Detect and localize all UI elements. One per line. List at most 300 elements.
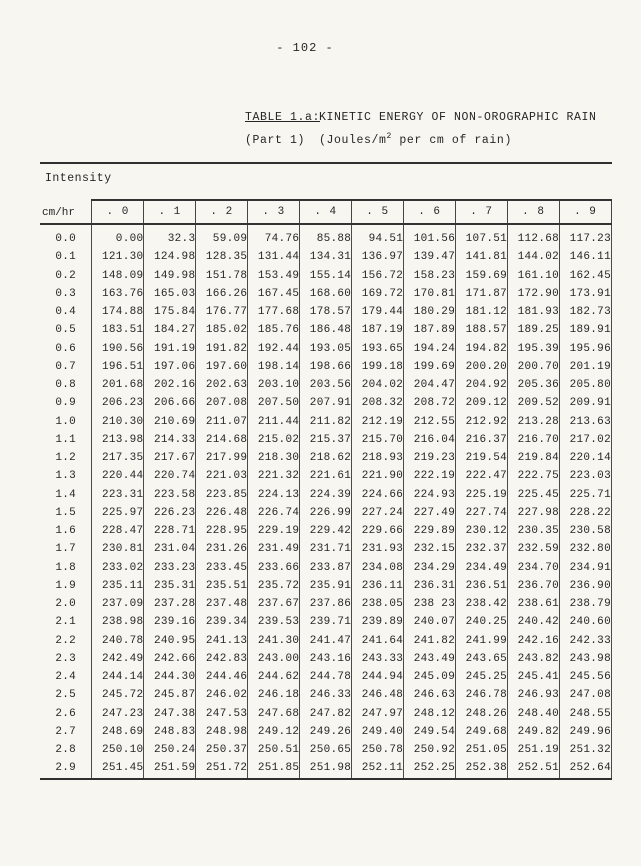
table-cell: 227.24 [352,504,404,522]
table-cell: 245.72 [92,686,144,704]
table-cell: 242.66 [144,650,196,668]
table-cell: 226.74 [248,504,300,522]
table-cell: 128.35 [196,248,248,266]
table-cell: 230.81 [92,540,144,558]
row-label: 0.7 [55,360,77,373]
table-cell: 146.11 [560,248,612,266]
table-cell: 204.92 [456,376,508,394]
table-cell: 249.96 [560,723,612,741]
table-cell: 182.73 [560,303,612,321]
table-cell: 201.19 [560,358,612,376]
table-row [40,540,612,558]
table-cell: 231.04 [144,540,196,558]
table-cell: 248.98 [196,723,248,741]
table-cell: 225.19 [456,486,508,504]
table-cell: 221.32 [248,467,300,485]
table-cell: 238.79 [560,595,612,613]
row-label: 2.3 [55,652,77,665]
table-cell: 124.98 [144,248,196,266]
table-cell: 232.80 [560,540,612,558]
table-row [40,358,612,376]
table-cell: 250.24 [144,741,196,759]
table-cell: 162.45 [560,267,612,285]
table-cell: 234.91 [560,559,612,577]
table-cell: 200.20 [456,358,508,376]
table-cell: 249.54 [404,723,456,741]
table-cell: 243.98 [560,650,612,668]
table-cell: 249.26 [300,723,352,741]
table-cell: 177.68 [248,303,300,321]
units-suffix: per cm of rain) [391,134,512,147]
row-label: 2.5 [55,689,77,702]
table-cell: 235.11 [92,577,144,595]
table-cell: 169.72 [352,285,404,303]
table-cell: 247.68 [248,705,300,723]
table-cell: 250.37 [196,741,248,759]
table-cell: 239.16 [144,613,196,631]
table-cell: 251.19 [508,741,560,759]
table-cell: 237.67 [248,595,300,613]
table-cell: 241.82 [404,632,456,650]
table-row [40,668,612,686]
table-cell: 251.05 [456,741,508,759]
table-cell: 207.91 [300,394,352,412]
table-cell: 252.64 [560,759,612,778]
table-cell: 237.86 [300,595,352,613]
table-cell: 222.75 [508,467,560,485]
table-cell: 242.83 [196,650,248,668]
table-cell: 211.44 [248,413,300,431]
table-row [40,741,612,759]
table-cell: 217.67 [144,449,196,467]
table-cell: 239.89 [352,613,404,631]
table-cell: 107.51 [456,224,508,248]
table-cell: 183.51 [92,321,144,339]
table-row [40,267,612,285]
table-cell: 219.54 [456,449,508,467]
table-cell: 235.72 [248,577,300,595]
table-cell: 231.71 [300,540,352,558]
column-header: . 3 [248,200,300,224]
table-cell: 243.16 [300,650,352,668]
table-cell: 250.92 [404,741,456,759]
intensity-label: Intensity [45,172,112,185]
table-cell: 189.25 [508,321,560,339]
table-cell: 221.90 [352,467,404,485]
table-body [40,224,612,779]
table-cell: 240.78 [92,632,144,650]
column-header: . 1 [144,200,196,224]
table-cell: 201.68 [92,376,144,394]
row-label: 1.6 [55,525,77,537]
table-cell: 238.42 [456,595,508,613]
table-row [40,285,612,303]
table-cell: 218.30 [248,449,300,467]
table-part-label: (Part 1) [245,134,306,147]
table-cell: 197.06 [144,358,196,376]
table-cell: 228.47 [92,522,144,540]
table-cell: 233.23 [144,559,196,577]
table-cell: 252.11 [352,759,404,778]
table-cell: 223.03 [560,467,612,485]
table-cell: 241.47 [300,632,352,650]
table-row [40,632,612,650]
table-cell: 202.16 [144,376,196,394]
table-cell: 231.49 [248,540,300,558]
table-cell: 194.82 [456,340,508,358]
table-cell: 222.19 [404,467,456,485]
table-cell: 74.76 [248,224,300,248]
table-cell: 231.26 [196,540,248,558]
table-cell: 156.72 [352,267,404,285]
table-cell: 248.83 [144,723,196,741]
table-cell: 245.09 [404,668,456,686]
row-label: 2.2 [55,634,77,647]
table-cell: 199.69 [404,358,456,376]
header-row [40,200,612,224]
table-row [40,650,612,668]
row-label: 1.5 [55,506,77,519]
table-cell: 219.23 [404,449,456,467]
table-cell: 243.33 [352,650,404,668]
table-cell: 230.58 [560,522,612,540]
row-label: 1.9 [55,579,77,592]
table-cell: 168.60 [300,285,352,303]
table-cell: 210.69 [144,413,196,431]
table-cell: 241.30 [248,632,300,650]
column-header: . 7 [456,200,508,224]
table-cell: 144.02 [508,248,560,266]
table-cell: 244.78 [300,668,352,686]
units-prefix: (Joules/m [319,134,387,147]
table-row [40,559,612,577]
unit-header: cm/hr [40,200,92,224]
table-heading: KINETIC ENERGY OF NON-OROGRAPHIC RAIN [319,111,597,124]
table-cell: 219.84 [508,449,560,467]
table-row [40,467,612,485]
table-cell: 246.78 [456,686,508,704]
table-cell: 237.09 [92,595,144,613]
table-cell: 242.49 [92,650,144,668]
table-cell: 187.19 [352,321,404,339]
table-cell: 218.93 [352,449,404,467]
table-cell: 236.51 [456,577,508,595]
table-cell: 175.84 [144,303,196,321]
table-cell: 250.78 [352,741,404,759]
table-cell: 236.11 [352,577,404,595]
table-cell: 251.85 [248,759,300,778]
table-cell: 193.65 [352,340,404,358]
table-cell: 215.37 [300,431,352,449]
title-line-2 [245,129,597,152]
table-row [40,321,612,339]
table-cell: 239.71 [300,613,352,631]
table-cell: 232.37 [456,540,508,558]
table-cell: 202.63 [196,376,248,394]
table-header [40,200,612,224]
table-cell: 243.65 [456,650,508,668]
table-cell: 198.66 [300,358,352,376]
table-row [40,340,612,358]
table-cell: 237.48 [196,595,248,613]
table-cell: 187.89 [404,321,456,339]
table-cell: 221.61 [300,467,352,485]
table-row [40,759,612,778]
table-cell: 194.24 [404,340,456,358]
table-cell: 220.14 [560,449,612,467]
table-cell: 59.09 [196,224,248,248]
table-cell: 240.42 [508,613,560,631]
table-cell: 247.53 [196,705,248,723]
table-cell: 217.35 [92,449,144,467]
table-cell: 229.19 [248,522,300,540]
table-cell: 172.90 [508,285,560,303]
table-label: TABLE 1.a: [245,111,321,124]
table-cell: 220.74 [144,467,196,485]
table-cell: 244.14 [92,668,144,686]
table-cell: 249.82 [508,723,560,741]
table-cell: 131.44 [248,248,300,266]
table-cell: 179.44 [352,303,404,321]
column-header: . 5 [352,200,404,224]
table-cell: 195.39 [508,340,560,358]
row-label: 0.9 [55,397,77,410]
table-cell: 238.05 [352,595,404,613]
table-cell: 181.12 [456,303,508,321]
table-units-label [319,129,512,152]
table-cell: 244.94 [352,668,404,686]
table-cell: 232.59 [508,540,560,558]
table-cell: 205.80 [560,376,612,394]
table-cell: 250.65 [300,741,352,759]
table-cell: 229.89 [404,522,456,540]
table-cell: 185.76 [248,321,300,339]
table-cell: 176.77 [196,303,248,321]
table-cell: 247.97 [352,705,404,723]
row-label: 1.2 [55,452,77,464]
row-label: 1.7 [55,543,77,556]
table-cell: 165.03 [144,285,196,303]
row-label: 2.0 [55,598,77,610]
table-cell: 248.55 [560,705,612,723]
table-cell: 248.26 [456,705,508,723]
table-cell: 225.97 [92,504,144,522]
table-row [40,486,612,504]
table-cell: 197.60 [196,358,248,376]
row-label: 1.1 [55,433,77,446]
table-cell: 223.85 [196,486,248,504]
table-cell: 251.32 [560,741,612,759]
table-cell: 209.91 [560,394,612,412]
table-cell: 252.25 [404,759,456,778]
table-cell: 178.57 [300,303,352,321]
table-cell: 228.22 [560,504,612,522]
table-row [40,413,612,431]
table-cell: 229.66 [352,522,404,540]
table-cell: 149.98 [144,267,196,285]
table-cell: 248.40 [508,705,560,723]
table-cell: 236.31 [404,577,456,595]
table-cell: 240.60 [560,613,612,631]
table-row [40,613,612,631]
column-header: . 0 [92,200,144,224]
row-label: 0.2 [55,269,77,282]
table-cell: 243.00 [248,650,300,668]
table-row [40,723,612,741]
table-cell: 251.59 [144,759,196,778]
title-line-1 [245,106,597,129]
table-cell: 227.74 [456,504,508,522]
table-cell: 231.93 [352,540,404,558]
row-label: 0.1 [55,251,77,264]
table-cell: 216.37 [456,431,508,449]
table-cell: 235.31 [144,577,196,595]
table-cell: 240.25 [456,613,508,631]
table-cell: 245.87 [144,686,196,704]
table-cell: 246.48 [352,686,404,704]
table-cell: 230.35 [508,522,560,540]
table-cell: 221.03 [196,467,248,485]
table-cell: 243.49 [404,650,456,668]
row-label: 1.4 [55,488,77,501]
table-cell: 252.38 [456,759,508,778]
table-cell: 208.32 [352,394,404,412]
table-cell: 250.10 [92,741,144,759]
table-cell: 242.33 [560,632,612,650]
table-cell: 223.31 [92,486,144,504]
table-cell: 205.36 [508,376,560,394]
table-cell: 236.90 [560,577,612,595]
table-cell: 239.34 [196,613,248,631]
table-cell: 249.40 [352,723,404,741]
table-cell: 196.51 [92,358,144,376]
row-label: 1.3 [55,470,77,483]
table-cell: 248.12 [404,705,456,723]
table-cell: 222.47 [456,467,508,485]
table-cell: 247.38 [144,705,196,723]
table-cell: 173.91 [560,285,612,303]
table-cell: 94.51 [352,224,404,248]
table-cell: 203.10 [248,376,300,394]
row-label: 0.3 [55,287,77,300]
table-cell: 232.15 [404,540,456,558]
table-cell: 246.02 [196,686,248,704]
table-cell: 217.02 [560,431,612,449]
table-cell: 241.13 [196,632,248,650]
table-cell: 121.30 [92,248,144,266]
table-cell: 209.52 [508,394,560,412]
row-label: 2.7 [55,725,77,738]
table-row [40,449,612,467]
table-cell: 155.14 [300,267,352,285]
table-cell: 171.87 [456,285,508,303]
table-cell: 246.93 [508,686,560,704]
table-cell: 200.70 [508,358,560,376]
table-cell: 246.63 [404,686,456,704]
table-row [40,376,612,394]
row-label: 0.5 [55,324,77,337]
table-cell: 85.88 [300,224,352,248]
table-cell: 236.70 [508,577,560,595]
table-cell: 225.71 [560,486,612,504]
table-cell: 234.70 [508,559,560,577]
column-header: . 9 [560,200,612,224]
table-row [40,686,612,704]
table-cell: 216.04 [404,431,456,449]
table-cell: 189.91 [560,321,612,339]
table-cell: 216.70 [508,431,560,449]
row-label: 0.0 [55,233,77,245]
table-cell: 234.49 [456,559,508,577]
table-cell: 184.27 [144,321,196,339]
page-number: - 102 - [276,41,334,55]
table-cell: 244.30 [144,668,196,686]
table-cell: 209.12 [456,394,508,412]
table-cell: 188.57 [456,321,508,339]
table-title-block [245,106,597,152]
row-label: 2.9 [55,762,77,775]
table-cell: 223.58 [144,486,196,504]
table-cell: 210.30 [92,413,144,431]
table-cell: 238.98 [92,613,144,631]
table-cell: 211.82 [300,413,352,431]
table-cell: 245.56 [560,668,612,686]
table-cell: 249.68 [456,723,508,741]
table-cell: 163.76 [92,285,144,303]
table-cell: 251.72 [196,759,248,778]
table-row [40,248,612,266]
table-cell: 234.29 [404,559,456,577]
table-cell: 247.23 [92,705,144,723]
table-cell: 212.19 [352,413,404,431]
table-cell: 237.28 [144,595,196,613]
table-cell: 245.25 [456,668,508,686]
table-cell: 226.48 [196,504,248,522]
table-cell: 224.93 [404,486,456,504]
table-cell: 161.10 [508,267,560,285]
table-row [40,303,612,321]
row-label: 2.6 [55,707,77,720]
column-header: . 4 [300,200,352,224]
table-cell: 213.98 [92,431,144,449]
column-header: . 2 [196,200,248,224]
table-cell: 233.87 [300,559,352,577]
table-cell: 190.56 [92,340,144,358]
table-cell: 185.02 [196,321,248,339]
row-label: 1.0 [55,415,77,428]
table-cell: 224.13 [248,486,300,504]
table-cell: 249.12 [248,723,300,741]
table-row [40,705,612,723]
table-row [40,577,612,595]
row-label: 0.4 [55,306,77,318]
table-cell: 136.97 [352,248,404,266]
table-cell: 220.44 [92,467,144,485]
table-row [40,431,612,449]
table-cell: 0.00 [92,224,144,248]
table-cell: 243.82 [508,650,560,668]
row-label: 0.8 [55,379,77,391]
table-cell: 141.81 [456,248,508,266]
table-cell: 203.56 [300,376,352,394]
table-cell: 181.93 [508,303,560,321]
table-cell: 235.91 [300,577,352,595]
table-cell: 226.99 [300,504,352,522]
table-cell: 207.50 [248,394,300,412]
table-cell: 218.62 [300,449,352,467]
table-cell: 208.72 [404,394,456,412]
table-cell: 151.78 [196,267,248,285]
